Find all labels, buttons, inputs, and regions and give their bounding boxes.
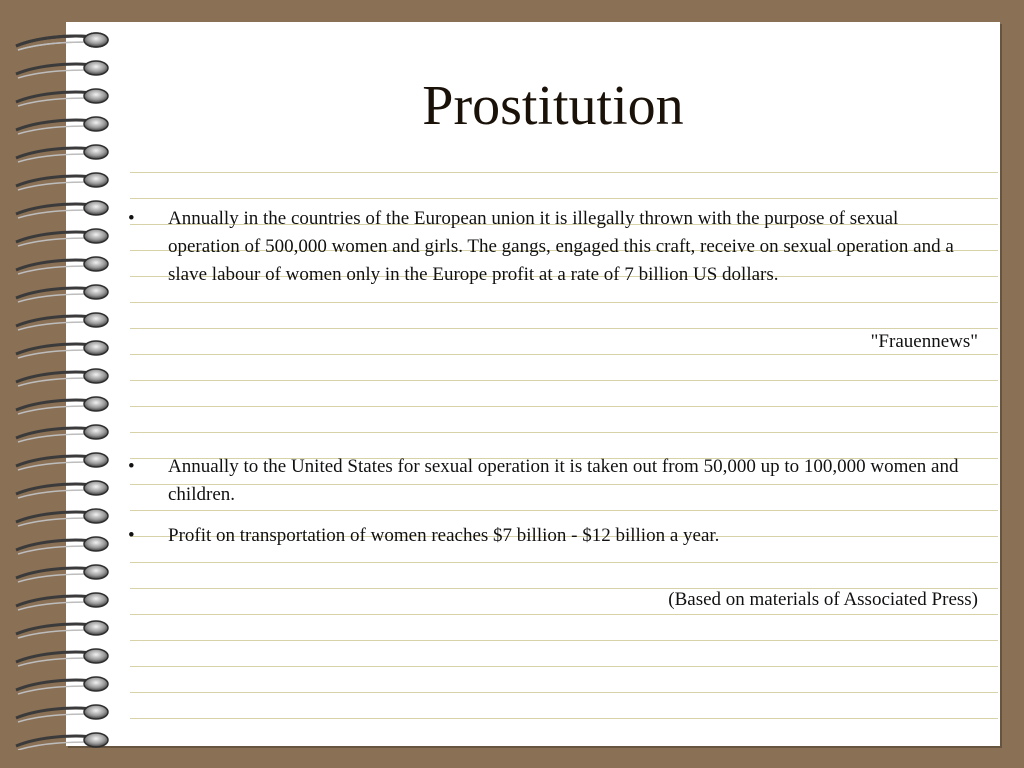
bullet-text-eu: Annually in the countries of the European union it is illegally thrown with the purpose of sexual operation of 500,000 women and girls. The gangs, engaged this craft, receive on sexual operation and a slave labour of women only in the Europe profit at a rate of 7 billion US dollars. [168,208,954,285]
bullet-text-us: Annually to the United States for sexual operation it is taken out from 50,000 up to 100,000 women and children. [168,456,959,505]
spiral-binding-icon [10,30,120,750]
bullet-marker: • [128,456,135,477]
citation-frauennews: "Frauennews" [870,331,978,352]
bullet-marker: • [128,525,135,546]
bullet-text-profit: Profit on transportation of women reaches $7 billion - $12 billion a year. [168,525,720,546]
slide-title: Prostitution [422,75,684,137]
bullet-marker: • [128,208,135,229]
citation-associated-press: (Based on materials of Associated Press) [668,589,978,610]
